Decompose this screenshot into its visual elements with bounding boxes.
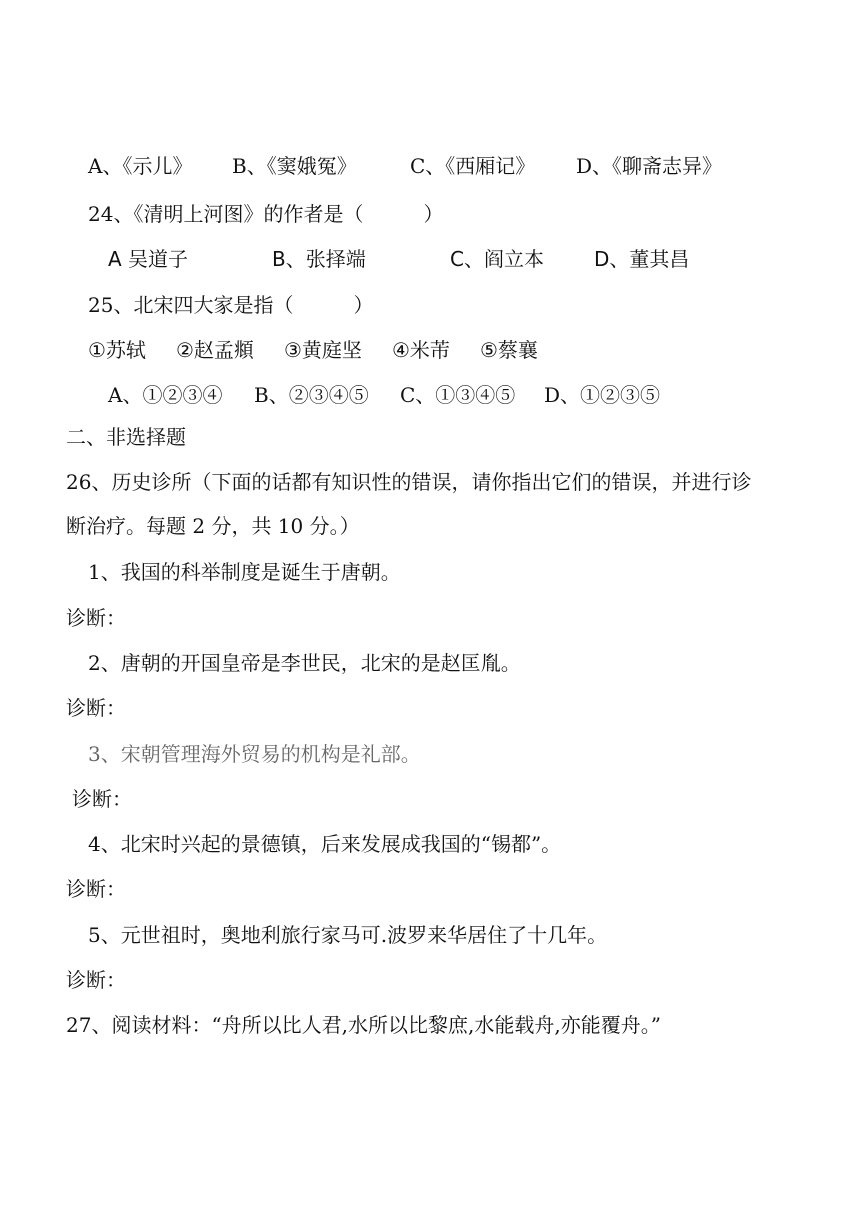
q25-item-1: ①苏轼 [88,338,146,362]
q25-item-5: ⑤蔡襄 [480,338,538,362]
q24-option-c: C、阎立本 [450,247,544,271]
q25-option-d: D、①②③⑤ [544,383,661,407]
q23-option-b: B、《窦娥冤》 [232,154,357,178]
q26-diagnosis-4: 诊断： [66,877,126,901]
q26-diagnosis-5: 诊断： [66,968,126,992]
q26-item-4: 4、北宋时兴起的景德镇，后来发展成我国的“锡都”。 [88,832,562,856]
q23-option-c: C、《西厢记》 [410,154,536,178]
q25-item-4: ④米芾 [392,338,450,362]
q25-item-3: ③黄庭坚 [284,338,362,362]
q26-item-2: 2、唐朝的开国皇帝是李世民，北宋的是赵匡胤。 [88,651,521,675]
q24-stem: 24、《清明上河图》的作者是（ ） [88,202,444,226]
q26-item-1: 1、我国的科举制度是诞生于唐朝。 [88,560,401,584]
q24-option-b: B、张择端 [272,247,366,271]
q24-option-d: D、董其昌 [594,247,690,271]
q23-option-a: A、《示儿》 [88,154,193,178]
q26-item-5: 5、元世祖时，奥地利旅行家马可.波罗来华居住了十几年。 [88,923,608,947]
q25-item-2: ②赵孟頫 [176,338,254,362]
q26-diagnosis-2: 诊断： [66,696,126,720]
section-heading: 二、非选择题 [66,425,186,449]
q25-option-c: C、①③④⑤ [400,383,516,407]
q27-stem: 27、阅读材料：“舟所以比人君,水所以比黎庶,水能载舟,亦能覆舟。” [66,1013,661,1037]
q24-option-a: A 吴道子 [108,247,189,271]
q26-diagnosis-3: 诊断： [72,787,132,811]
q25-option-b: B、②③④⑤ [254,383,369,407]
q26-stem-line2: 断治疗。每题 2 分，共 10 分。） [66,514,360,538]
q23-option-d: D、《聊斋志异》 [576,154,723,178]
q26-item-3: 3、宋朝管理海外贸易的机构是礼部。 [88,742,421,766]
q25-option-a: A、①②③④ [108,383,223,407]
q25-stem: 25、北宋四大家是指（ ） [88,293,374,317]
q26-diagnosis-1: 诊断： [66,606,126,630]
q26-stem-line1: 26、历史诊所（下面的话都有知识性的错误，请你指出它们的错误，并进行诊 [66,470,752,494]
